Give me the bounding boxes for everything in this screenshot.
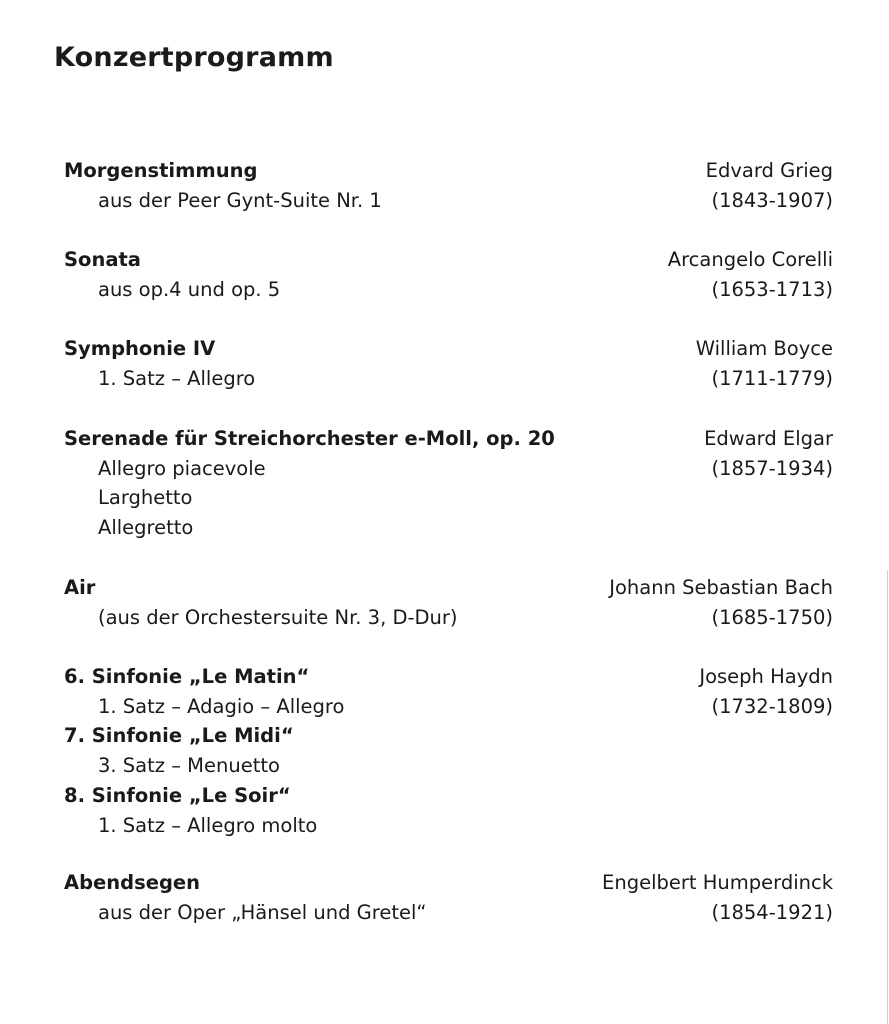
composer-name: Arcangelo Corelli [667, 248, 833, 271]
work-detail: Larghetto [98, 486, 193, 510]
work-detail: Allegretto [98, 516, 194, 540]
composer-years: (1685-1750) [711, 605, 833, 629]
composer-years: (1843-1907) [711, 188, 833, 212]
work-title: Morgenstimmung [64, 159, 258, 182]
composer-name: Joseph Haydn [699, 665, 833, 688]
work-title: Symphonie IV [64, 337, 216, 360]
composer-years: (1854-1921) [711, 900, 833, 924]
work-detail: 1. Satz – Adagio – Allegro [98, 694, 345, 718]
work-title: 8. Sinfonie „Le Soir“ [64, 783, 291, 807]
work-title: Serenade für Streichorchester e-Moll, op. 20 [64, 427, 555, 450]
composer-name: Edvard Grieg [705, 159, 833, 182]
work-title: 7. Sinfonie „Le Midi“ [64, 724, 294, 748]
work-detail: aus op.4 und op. 5 [98, 277, 281, 301]
work-title: Sonata [64, 248, 141, 271]
work-detail: 1. Satz – Allegro molto [98, 813, 318, 837]
composer-years: (1711-1779) [711, 366, 833, 390]
composer-years: (1732-1809) [711, 694, 833, 718]
composer-name: William Boyce [695, 337, 833, 360]
work-title: 6. Sinfonie „Le Matin“ [64, 665, 310, 688]
composer-years: (1857-1934) [711, 456, 833, 480]
work-detail: 1. Satz – Allegro [98, 366, 256, 390]
work-detail: aus der Peer Gynt-Suite Nr. 1 [98, 188, 382, 212]
composer-name: Johann Sebastian Bach [609, 576, 833, 599]
work-detail: 3. Satz – Menuetto [98, 754, 280, 778]
work-title: Air [64, 576, 96, 599]
work-detail: aus der Oper „Hänsel und Gretel“ [98, 900, 427, 924]
work-detail: Allegro piacevole [98, 456, 266, 480]
composer-name: Engelbert Humperdinck [602, 871, 833, 894]
composer-name: Edward Elgar [704, 427, 833, 450]
work-detail: (aus der Orchestersuite Nr. 3, D-Dur) [98, 605, 458, 629]
page-title: Konzertprogramm [54, 42, 334, 73]
work-title: Abendsegen [64, 871, 201, 894]
composer-years: (1653-1713) [711, 277, 833, 301]
